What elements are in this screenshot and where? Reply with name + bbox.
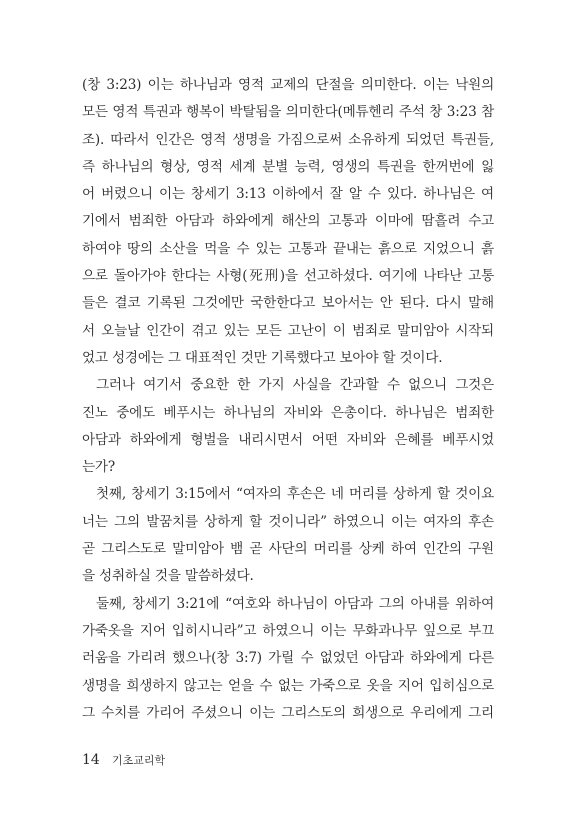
- text-line: 너는 그의 발꿈치를 상하게 할 것이니라” 하였으니 이는 여자의 후손: [82, 513, 494, 530]
- text-line: 을 성취하실 것을 말씀하셨다.: [82, 568, 254, 585]
- text-line: 곧 그리스도로 말미암아 뱀 곧 사단의 머리를 상케 하여 인간의 구원: [82, 541, 494, 558]
- text-line: 둘째, 창세기 3:21에 “여호와 하나님이 아담과 그의 아내를 위하여: [96, 595, 494, 612]
- text-line: (창 3:23) 이는 하나님과 영적 교제의 단절을 의미한다. 이는 낙원의: [82, 77, 494, 93]
- text-line: 그 수치를 가리어 주셨으니 이는 그리스도의 희생으로 우리에게 그리: [82, 704, 494, 721]
- text-line: 생명을 희생하지 않고는 얻을 수 없는 가죽으로 옷을 지어 입히심으로: [82, 677, 494, 694]
- book-title: 기초교리학: [111, 754, 166, 767]
- page-number: 14: [82, 752, 100, 768]
- text-line: 즉 하나님의 형상, 영적 세계 분별 능력, 영생의 특권을 한꺼번에 잃: [82, 158, 494, 175]
- text-line: 하여야 땅의 소산을 먹을 수 있는 고통과 끝내는 흙으로 지었으니 흙: [82, 240, 494, 257]
- text-line: 첫째, 창세기 3:15에서 “여자의 후손은 네 머리를 상하게 할 것이요: [96, 486, 494, 503]
- text-line: 어 버렸으니 이는 창세기 3:13 이하에서 잘 알 수 있다. 하나님은 여: [82, 186, 494, 203]
- text-line: 아담과 하와에게 형벌을 내리시면서 어떤 자비와 은혜를 베푸시었: [82, 431, 494, 448]
- text-line: 모든 영적 특권과 행복이 박탈됨을 의미한다(메튜헨리 주석 창 3:23 참: [82, 104, 494, 121]
- text-line: 들은 결코 기록된 그것에만 국한한다고 보아서는 안 된다. 다시 말해: [82, 295, 494, 312]
- body-text: [82, 72, 494, 727]
- text-line: 진노 중에도 베푸시는 하나님의 자비와 은총이다. 하나님은 범죄한: [82, 404, 494, 421]
- page-footer: [82, 752, 165, 768]
- text-line: 는가?: [82, 459, 115, 476]
- text-line: 었고 성경에는 그 대표적인 것만 기록했다고 보아야 할 것이다.: [82, 349, 443, 366]
- text-line: 가죽옷을 지어 입히시니라”고 하였으니 이는 무화과나무 잎으로 부끄: [82, 622, 494, 639]
- text-line: 기에서 범죄한 아담과 하와에게 해산의 고통과 이마에 땀흘려 수고: [82, 213, 494, 230]
- text-line: 러움을 가리려 했으나(창 3:7) 가릴 수 없었던 아담과 하와에게 다른: [82, 650, 494, 667]
- text-line: 으로 돌아가야 한다는 사형(死刑)을 선고하셨다. 여기에 나타난 고통: [82, 268, 494, 285]
- text-line: 그러나 여기서 중요한 한 가지 사실을 간과할 수 없으니 그것은: [96, 377, 494, 394]
- text-line: 조). 따라서 인간은 영적 생명을 가짐으로써 소유하게 되었던 특권들,: [82, 131, 494, 148]
- text-line: 서 오늘날 인간이 겪고 있는 모든 고난이 이 범죄로 말미암아 시작되: [82, 322, 494, 339]
